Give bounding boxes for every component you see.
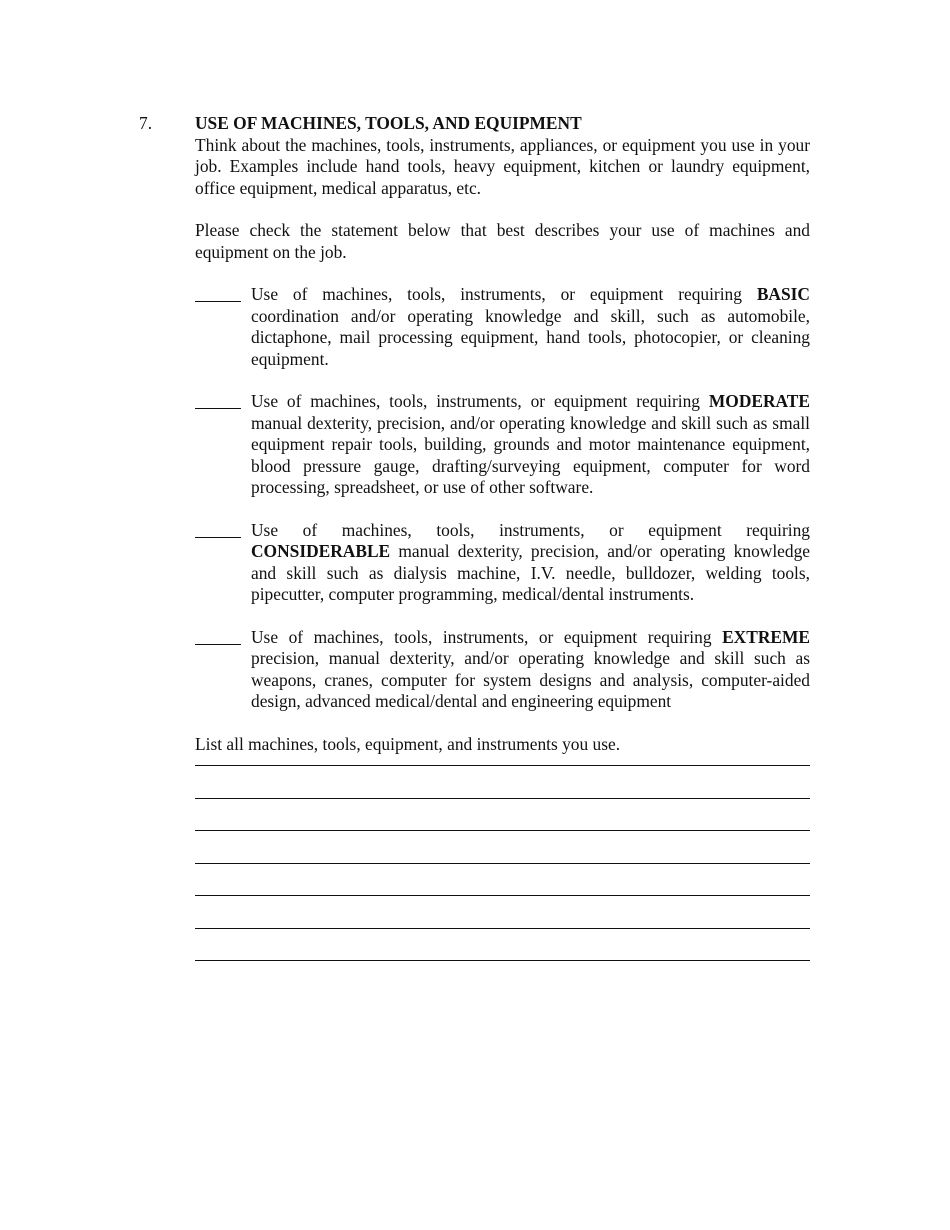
option-extreme-level: EXTREME xyxy=(722,626,810,647)
answer-line[interactable] xyxy=(195,831,810,864)
option-considerable-text: Use of machines, tools, instruments, or equipment requiring CONSIDERABLE manual dexterity, precision, and/or operating knowledge and skill such as dialysis machine, I.V. needle, bulldozer, welding tools, pipecutter, computer programming, medical/dental instruments. xyxy=(251,519,810,604)
answer-line[interactable] xyxy=(195,755,810,766)
option-extreme-text: Use of machines, tools, instruments, or equipment requiring EXTREME precision, manual dexterity, and/or operating knowledge and skill such as weapons, cranes, computer for system designs and analysis, computer-aided design, advanced medical/dental and engineering equipment xyxy=(251,626,810,711)
section-instructions: Please check the statement below that best describes your use of machines and equipment on the job. xyxy=(195,220,810,262)
section-number: 7. xyxy=(139,113,153,133)
option-moderate-level: MODERATE xyxy=(708,391,810,411)
list-prompt: List all machines, tools, equipment, and instruments you use. xyxy=(195,733,621,754)
option-considerable-checkbox-blank[interactable] xyxy=(195,520,241,538)
answer-line[interactable] xyxy=(195,896,810,929)
option-considerable-level: CONSIDERABLE xyxy=(251,541,391,561)
option-moderate-text: Use of machines, tools, instruments, or equipment requiring MODERATE manual dexterity, precision, and/or operating knowledge and skill such as small equipment repair tools, building, grounds and motor maintenance equipment, blood pressure gauge, drafting/surveying equipment, computer for word processing, spreadsheet, or use of other software. xyxy=(251,391,810,497)
option-basic xyxy=(195,284,810,370)
option-basic-checkbox-blank[interactable] xyxy=(195,284,241,302)
option-basic-text: Use of machines, tools, instruments, or equipment requiring BASIC coordination and/or operating knowledge and skill, such as automobile, dictaphone, mail processing equipment, hand tools, photocopier, or cleaning equipment. xyxy=(251,284,810,369)
option-considerable xyxy=(195,520,810,606)
option-moderate-checkbox-blank[interactable] xyxy=(195,391,241,409)
answer-line[interactable] xyxy=(195,766,810,799)
section-intro: Think about the machines, tools, instruments, appliances, or equipment you use in your job. Examples include hand tools, heavy equipment, kitchen or laundry equipment, office equipment, medical apparatus, etc. xyxy=(195,134,810,198)
option-extreme xyxy=(195,627,810,713)
answer-line[interactable] xyxy=(195,799,810,832)
section-content xyxy=(195,113,810,961)
option-moderate xyxy=(195,391,810,499)
option-extreme-checkbox-blank[interactable] xyxy=(195,627,241,645)
answer-line[interactable] xyxy=(195,864,810,897)
option-basic-level: BASIC xyxy=(756,284,810,304)
answer-lines xyxy=(195,755,810,961)
section-title: USE OF MACHINES, TOOLS, AND EQUIPMENT xyxy=(195,113,582,133)
answer-line[interactable] xyxy=(195,929,810,962)
